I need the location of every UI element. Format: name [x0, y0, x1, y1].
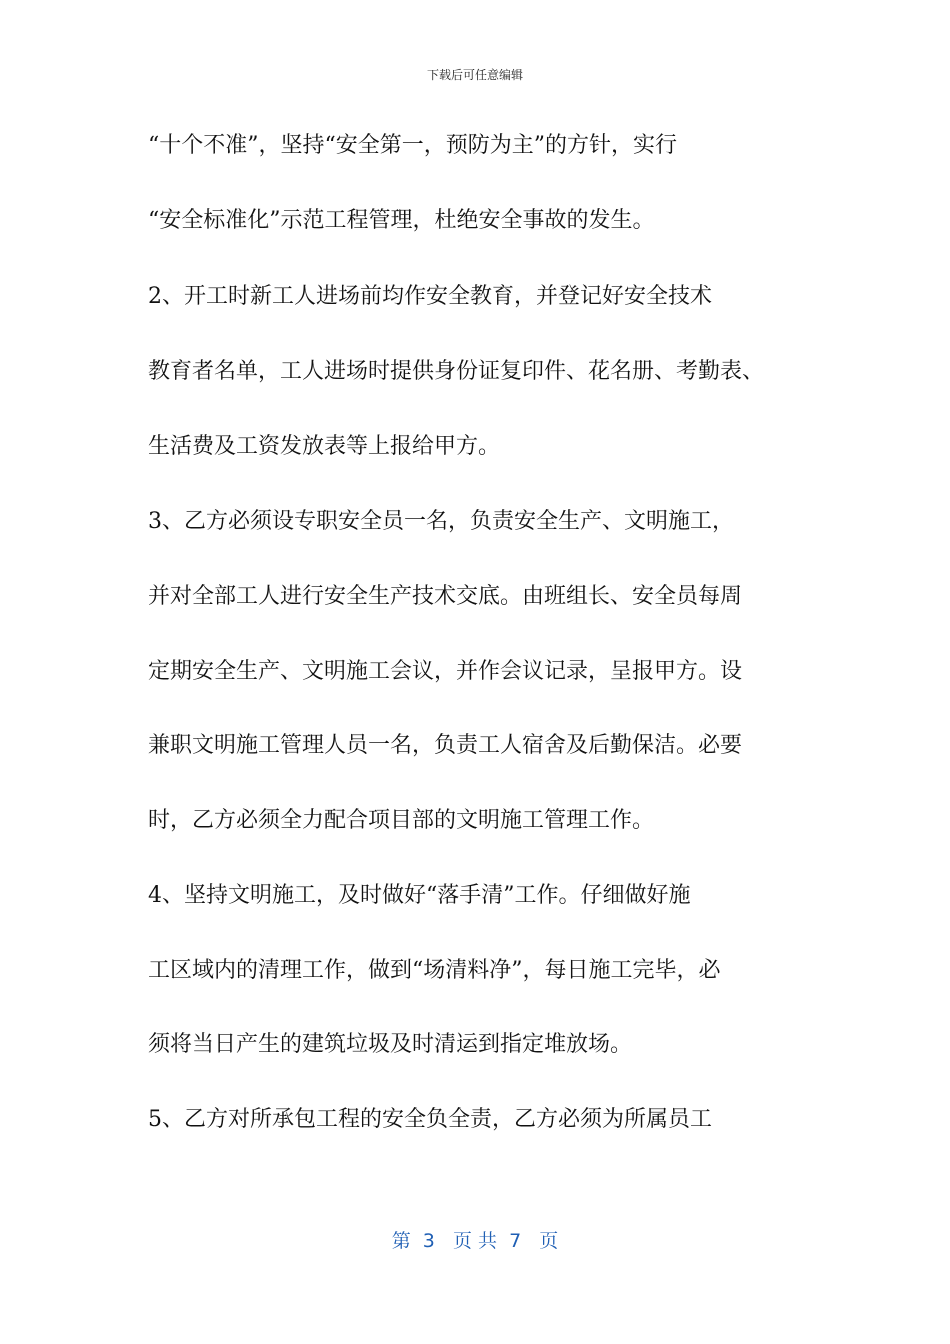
body-line-4: 教育者名单，工人进场时提供身份证复印件、花名册、考勤表、 — [148, 359, 765, 384]
page-header: 下载后可任意编辑 — [426, 68, 523, 82]
body-line-11: 4、坚持文明施工，及时做好“落手清”工作。仔细做好施 — [148, 883, 691, 908]
body-line-13: 须将当日产生的建筑垃圾及时清运到指定堆放场。 — [148, 1032, 633, 1057]
body-line-14: 5、乙方对所承包工程的安全负全责，乙方必须为所属员工 — [148, 1107, 712, 1132]
body-line-7: 并对全部工人进行安全生产技术交底。由班组长、安全员每周 — [148, 584, 743, 609]
page-footer-number: 第 3 页 共 7 页 — [391, 1230, 559, 1252]
body-line-5: 生活费及工资发放表等上报给甲方。 — [148, 434, 501, 459]
body-line-1: “十个不准”，坚持“安全第一，预防为主”的方针，实行 — [148, 133, 677, 158]
body-line-6: 3、乙方必须设专职安全员一名，负责安全生产、文明施工， — [148, 509, 734, 534]
body-line-12: 工区域内的清理工作，做到“场清料净”，每日施工完毕，必 — [148, 958, 721, 983]
body-line-3: 2、开工时新工人进场前均作安全教育，并登记好安全技术 — [148, 284, 712, 309]
body-line-9: 兼职文明施工管理人员一名，负责工人宿舍及后勤保洁。必要 — [148, 733, 743, 758]
body-line-10: 时，乙方必须全力配合项目部的文明施工管理工作。 — [148, 808, 655, 833]
body-line-8: 定期安全生产、文明施工会议，并作会议记录，呈报甲方。设 — [148, 659, 743, 684]
body-line-2: “安全标准化”示范工程管理，杜绝安全事故的发生。 — [148, 208, 655, 233]
